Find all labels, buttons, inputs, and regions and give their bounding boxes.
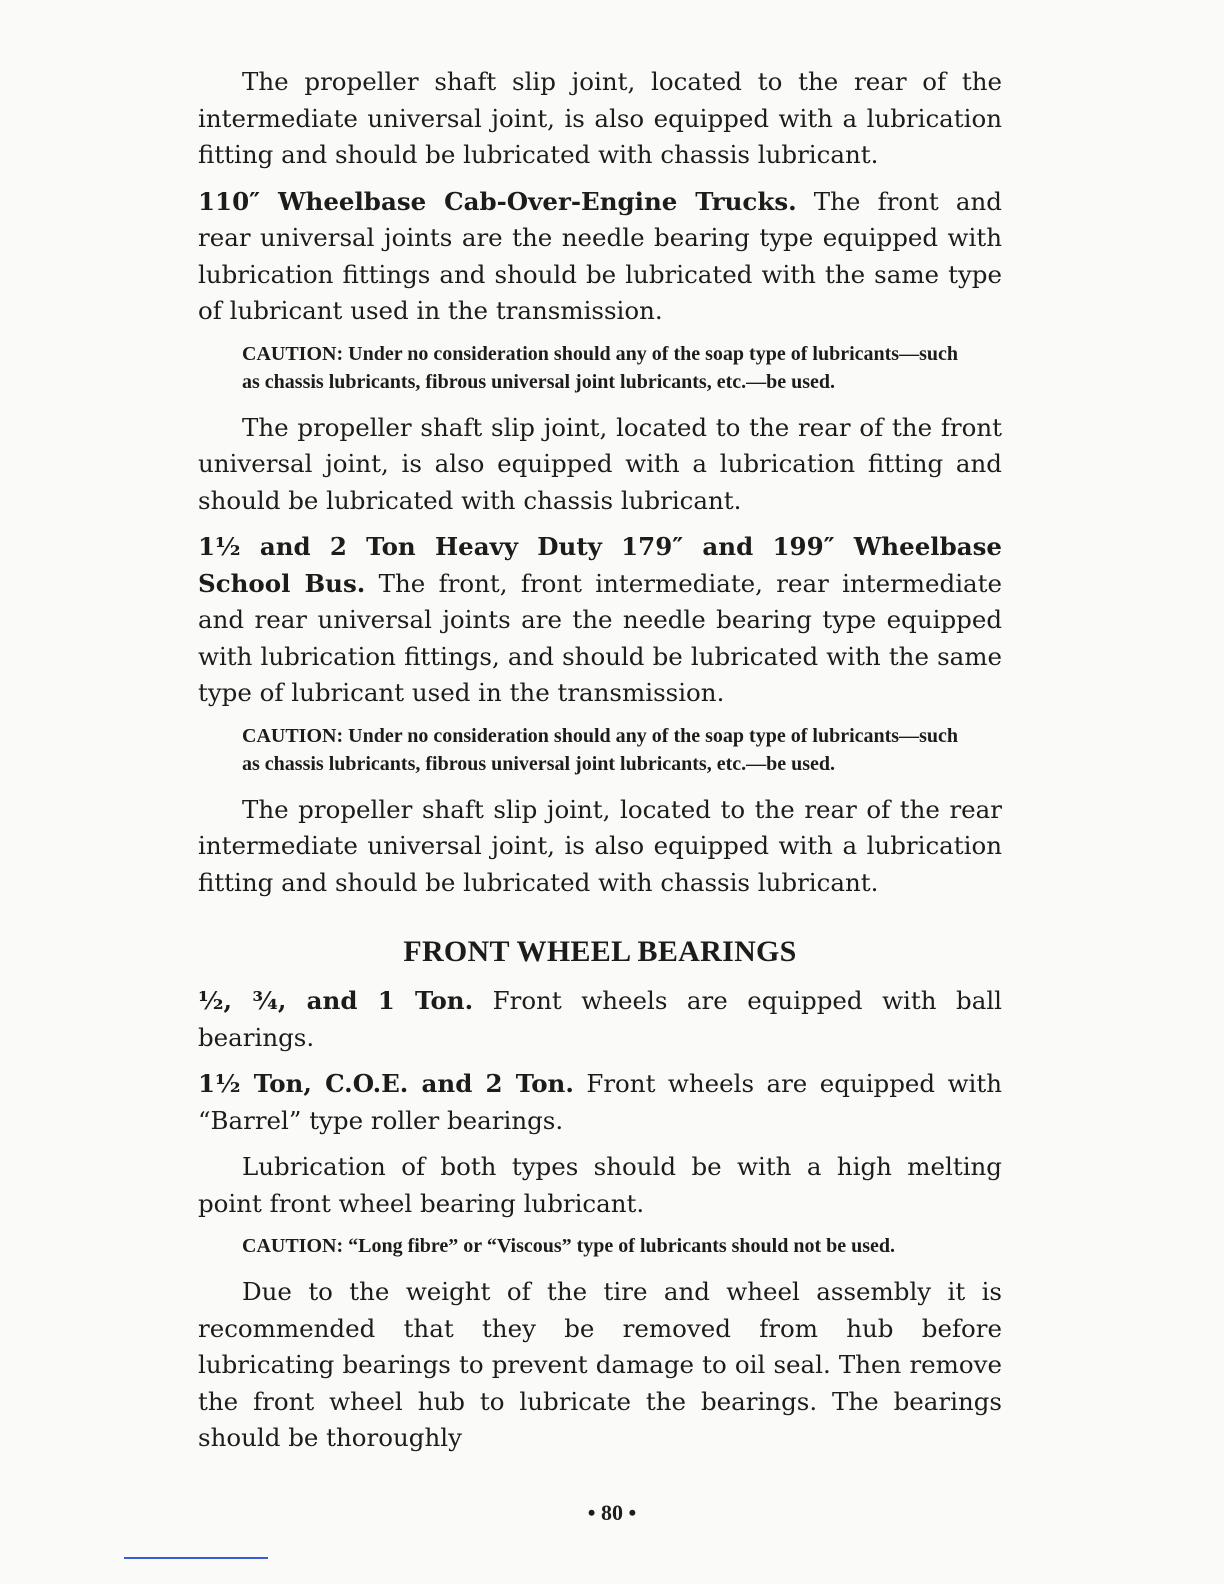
paragraph-text: Front wheels are equipped with “Barrel” type roller bearings. [198, 1069, 1002, 1135]
paragraph-110-wheelbase [198, 184, 1002, 330]
paragraph-text: The front, front intermediate, rear intermediate and rear universal joints are the needle bearing type equipped with lubrication fittings, and should be lubricated with the same type of lubricant used in the transmission. [198, 568, 1002, 707]
paragraph-text: The front and rear universal joints are the needle bearing type equipped with lubrication fittings and should be lubricated with the same type of lubricant used in the transmission. [198, 186, 1002, 325]
paragraph-lead: 110″ Wheelbase Cab-Over-Engine Trucks. [198, 186, 797, 216]
paragraph-slip-joint-rear: The propeller shaft slip joint, located to the rear of the rear intermediate universal joint, is also equipped with a lubrication fitting and should be lubricated with chassis lubricant. [198, 794, 1002, 897]
paragraph-lubrication: Lubrication of both types should be with a high melting point front wheel bearing lubricant. [198, 1152, 1002, 1218]
paragraph-lead: ½, ¾, and 1 Ton. [198, 986, 474, 1015]
footer-divider [124, 1557, 268, 1559]
caution-note: CAUTION: “Long fibre” or “Viscous” type of lubricants should not be used. [242, 1235, 896, 1257]
paragraph-text: Front wheels are equipped with ball bearings. [198, 986, 1002, 1052]
paragraph-removal: Due to the weight of the tire and wheel assembly it is recommended that they be removed from hub before lubricating bearings to prevent damage to oil seal. Then remove the front wheel hub to lubricate the bearings. The bearings should be thoroughly [198, 1277, 1002, 1452]
caution-note: CAUTION: Under no consideration should any of the soap type of lubricants—such as chassis lubricants, fibrous universal joint lubricants, etc.—be used. [242, 724, 958, 775]
caution-note: CAUTION: Under no consideration should any of the soap type of lubricants—such as chassis lubricants, fibrous universal joint lubricants, etc.—be used. [242, 342, 958, 393]
section-heading: FRONT WHEEL BEARINGS [403, 935, 797, 968]
paragraph-light-trucks [198, 983, 1002, 1056]
paragraph-slip-joint-intermediate: The propeller shaft slip joint, located to the rear of the intermediate universal joint, is also equipped with a lubrication fitting and should be lubricated with chassis lubricant. [198, 67, 1002, 169]
paragraph-lead: 1½ and 2 Ton Heavy Duty 179″ and 199″ Wheelbase School Bus. [198, 532, 1002, 598]
paragraph-lead: 1½ Ton, C.O.E. and 2 Ton. [198, 1069, 574, 1098]
page-number: • 80 • [587, 1500, 637, 1525]
paragraph-school-bus [198, 529, 1002, 712]
paragraph-slip-joint-front: The propeller shaft slip joint, located to the rear of the front universal joint, is also equipped with a lubrication fitting and should be lubricated with chassis lubricant. [198, 412, 1002, 515]
paragraph-heavy-trucks [198, 1066, 1002, 1139]
document-page [198, 64, 1002, 1467]
